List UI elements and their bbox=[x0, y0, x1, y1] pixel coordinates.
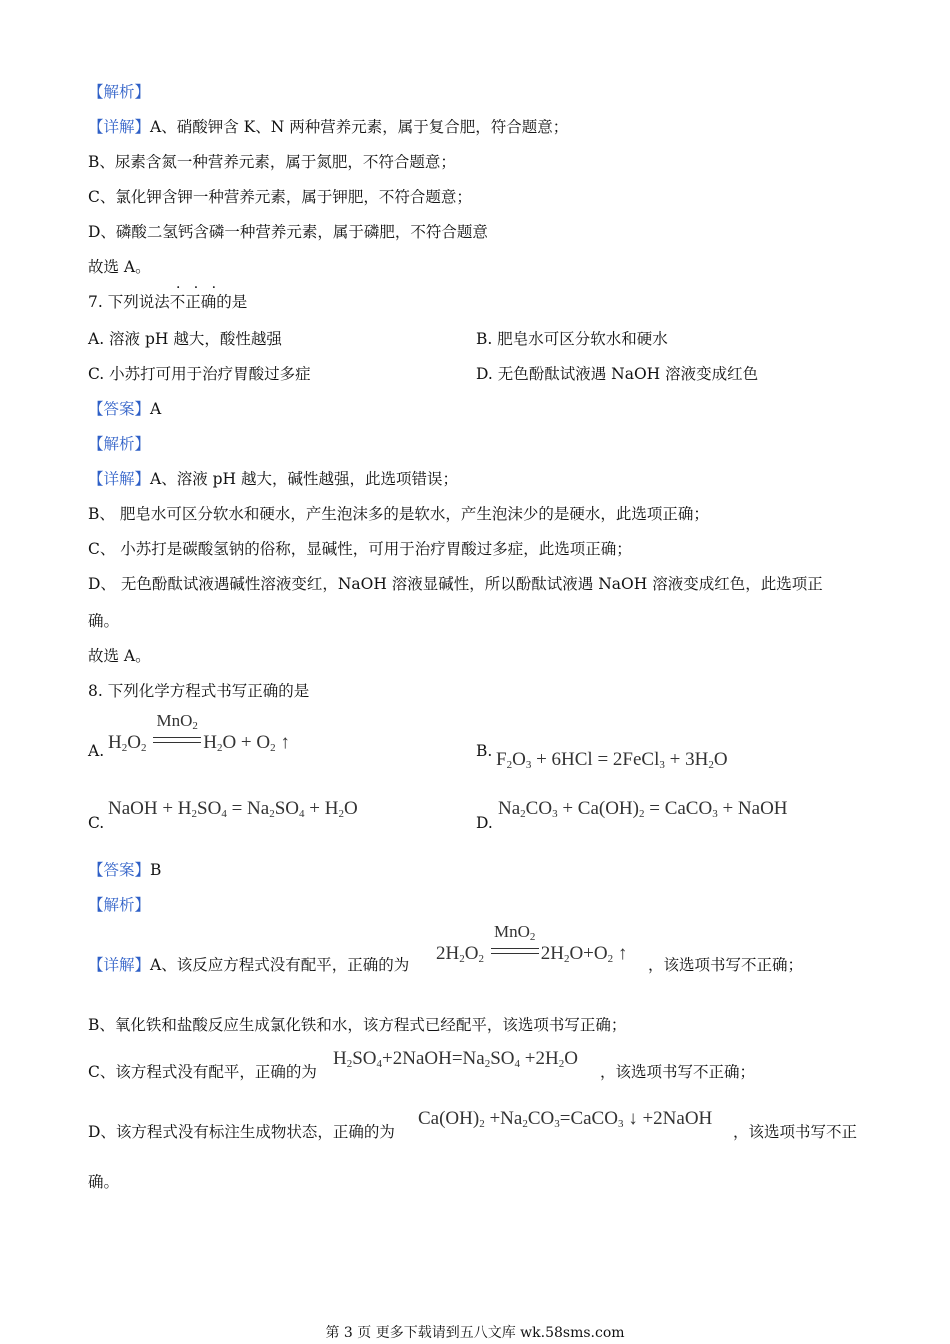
q7-option-b: B. 肥皂水可区分软水和硬水 bbox=[476, 330, 668, 348]
q7-detail-a-text: A、溶液 pH 越大，碱性越强，此选项错误； bbox=[150, 470, 459, 488]
q8-detail-d-suffix: ，该选项书写不正 bbox=[733, 1123, 858, 1141]
q8-answer-value: B bbox=[150, 861, 162, 879]
q7-stem-prefix: 7. 下列说法 bbox=[88, 293, 170, 311]
q8-detail-a-prefix: A、该反应方程式没有配平，正确的为 bbox=[150, 956, 410, 974]
q6-jiexi-tag: 【解析】 bbox=[88, 83, 151, 101]
q8-detail-a-suffix: ，该选项书写不正确； bbox=[648, 956, 804, 974]
q6-detail-b: B、尿素含氮一种营养元素，属于氮肥，不符合题意； bbox=[88, 153, 456, 171]
q7-detail-d2: 确。 bbox=[88, 612, 120, 630]
q8-detail-c-equation: $H_2SO_4+2NaOH=Na_2SO_4 +2H_2O$ bbox=[333, 1048, 578, 1070]
q8-answer-tag: 【答案】 bbox=[88, 861, 151, 879]
q7-option-c: C. 小苏打可用于治疗胃酸过多症 bbox=[88, 365, 311, 383]
mno2-condition: MnO$_2$ bbox=[491, 944, 539, 964]
q8-detail-c-suffix: ，该选项书写不正确； bbox=[600, 1063, 756, 1081]
q8-equation-c: NaOH + $H_2SO_4 = Na_2SO_4 + H_2O$ bbox=[108, 798, 358, 820]
q7-detail-a bbox=[88, 469, 458, 489]
q7-detail-tag: 【详解】 bbox=[88, 470, 151, 488]
q7-detail-c: C、 小苏打是碳酸氢钠的俗称，显碱性，可用于治疗胃酸过多症，此选项正确； bbox=[88, 540, 632, 558]
q7-stem-suffix: 的是 bbox=[216, 293, 248, 311]
q6-detail-d: D、磷酸二氢钙含磷一种营养元素，属于磷肥，不符合题意 bbox=[88, 223, 488, 241]
q8-detail-d-prefix: D、该方程式没有标注生成物状态，正确的为 bbox=[88, 1123, 395, 1141]
q8-detail-a-equation: $2H_2O_2$ MnO$_2$ $2H_2O+O_2$ ↑ bbox=[436, 922, 628, 965]
q6-detail-c: C、氯化钾含钾一种营养元素，属于钾肥，不符合题意； bbox=[88, 188, 472, 206]
mno2-condition: MnO$_2$ bbox=[153, 733, 201, 753]
q8-answer bbox=[88, 860, 161, 880]
q7-conclusion: 故选 A。 bbox=[88, 647, 151, 665]
q8-detail-d-end: 确。 bbox=[88, 1173, 120, 1191]
q6-conclusion: 故选 A。 bbox=[88, 258, 151, 276]
q8-jiexi-tag: 【解析】 bbox=[88, 896, 151, 914]
q8-equation-d: $Na_2CO_3 + Ca(OH)_2$ = CaCO$_3$ + NaOH bbox=[498, 798, 788, 820]
q8-detail-d-equation: $Ca(OH)_2$ $+Na_2CO_3=CaCO_3$ ↓ +2NaOH bbox=[418, 1108, 713, 1130]
q8-detail-tag: 【详解】 bbox=[88, 956, 151, 974]
q8-detail-a bbox=[88, 955, 409, 975]
q8-label-c: C. bbox=[88, 814, 105, 832]
q8-label-a: A. bbox=[88, 742, 105, 760]
q7-answer bbox=[88, 399, 161, 419]
q7-stem bbox=[88, 292, 247, 312]
q7-option-d: D. 无色酚酞试液遇 NaOH 溶液变成红色 bbox=[476, 365, 759, 383]
q7-detail-b: B、 肥皂水可区分软水和硬水，产生泡沫多的是软水，产生泡沫少的是硬水，此选项正确； bbox=[88, 505, 709, 523]
q8-equation-b: $F_2O_3 + 6HCl$ = 2FeCl$_3$ + $3H_2O$ bbox=[496, 749, 728, 771]
q7-jiexi-tag: 【解析】 bbox=[88, 435, 151, 453]
q8-detail-b: B、氧化铁和盐酸反应生成氯化铁和水，该方程式已经配平，该选项书写正确； bbox=[88, 1016, 627, 1034]
q7-answer-value: A bbox=[150, 400, 162, 418]
q7-detail-d1: D、 无色酚酞试液遇碱性溶液变红，NaOH 溶液显碱性，所以酚酞试液遇 NaOH 溶液变成红色，此选项正 bbox=[88, 575, 823, 593]
page-footer: 第 3 页 更多下载请到五八文库 wk.58sms.com bbox=[325, 1325, 625, 1341]
q7-stem-emphasis: 不正确 bbox=[169, 293, 217, 311]
q6-detail-a bbox=[88, 117, 568, 137]
q6-detail-a-text: A、硝酸钾含 K、N 两种营养元素，属于复合肥，符合题意； bbox=[150, 118, 569, 136]
q7-option-a: A. 溶液 pH 越大，酸性越强 bbox=[88, 330, 282, 348]
q8-label-d: D. bbox=[476, 814, 493, 832]
q8-detail-c-prefix: C、该方程式没有配平，正确的为 bbox=[88, 1063, 317, 1081]
emphasis-dots: · · · bbox=[176, 280, 217, 296]
q8-stem: 8. 下列化学方程式书写正确的是 bbox=[88, 682, 310, 700]
q7-answer-tag: 【答案】 bbox=[88, 400, 151, 418]
q8-equation-a: $H_2O_2$ MnO$_2$ $H_2O + O_2$ ↑ bbox=[108, 711, 290, 754]
q8-label-b: B. bbox=[476, 742, 493, 760]
q6-detail-tag: 【详解】 bbox=[88, 118, 151, 136]
